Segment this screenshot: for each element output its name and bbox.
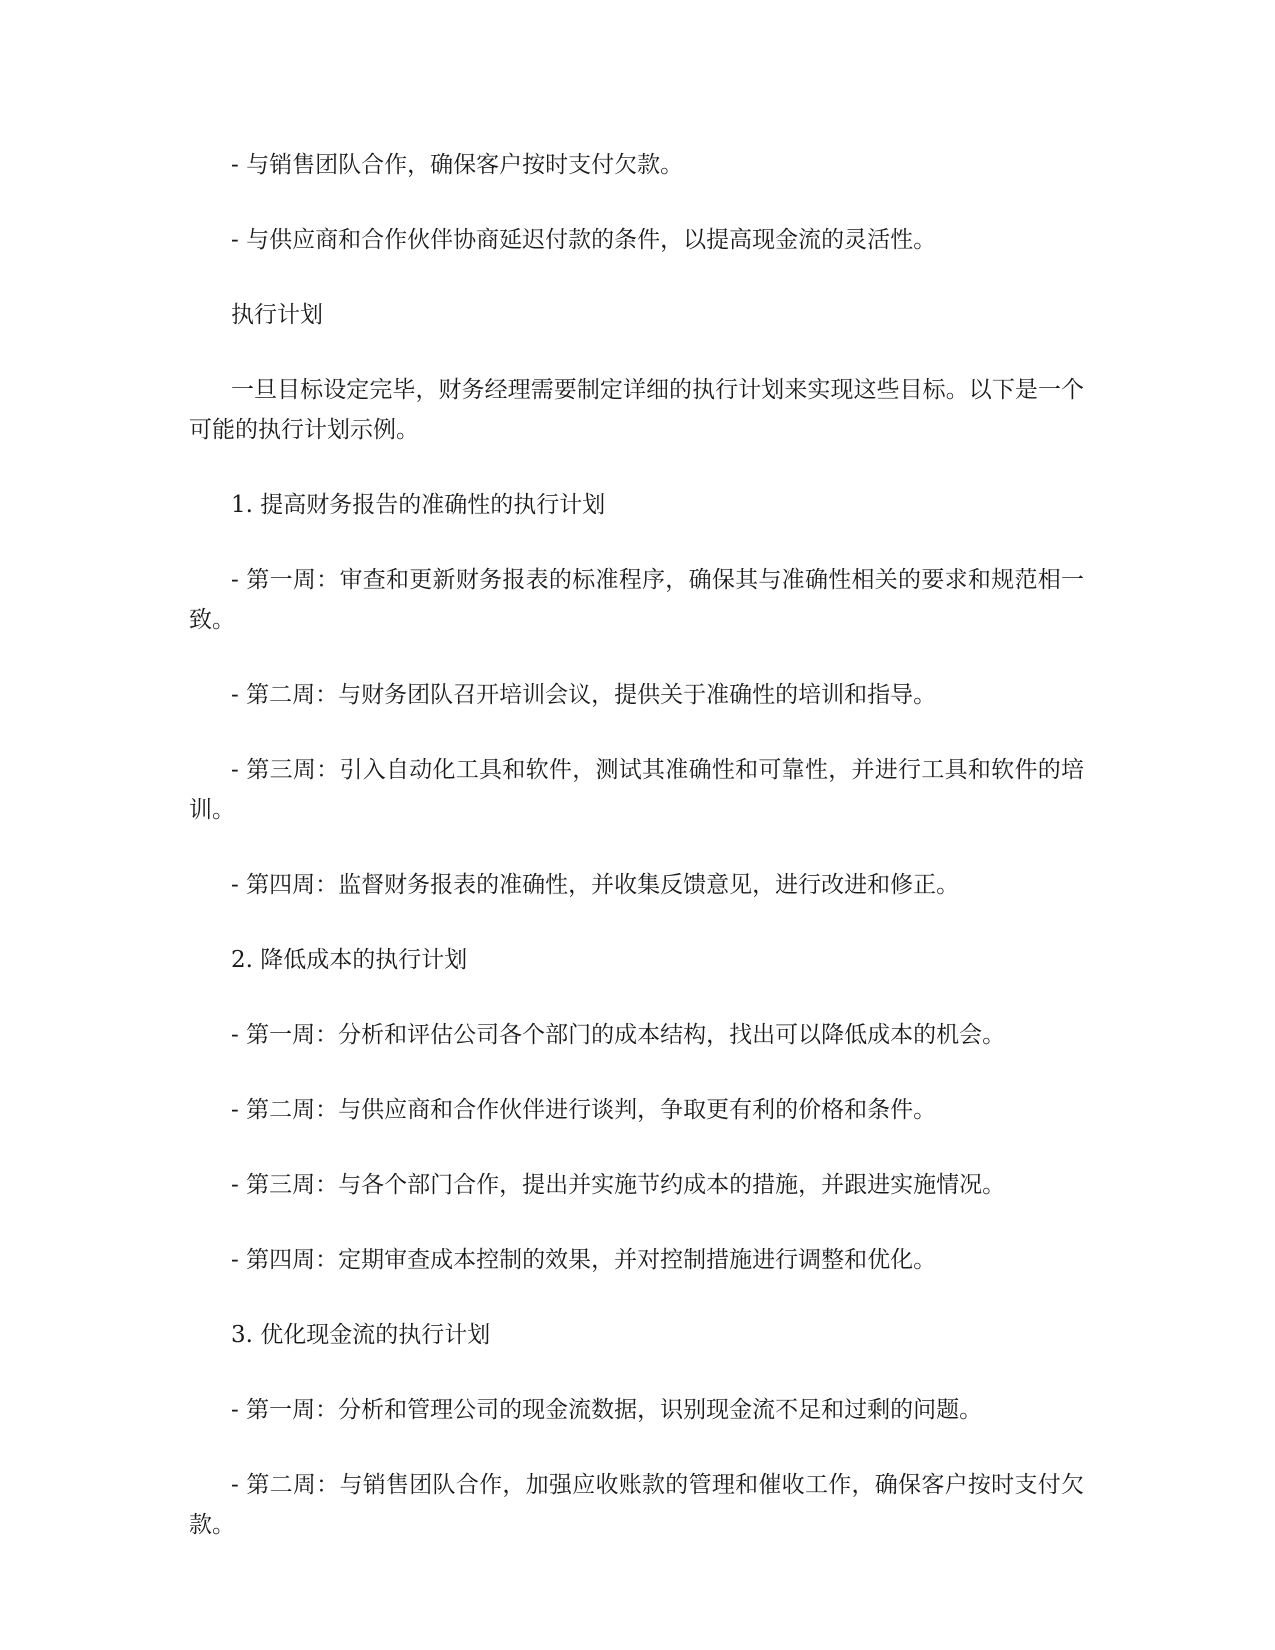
list-item-accuracy-week-2: - 第二周：与财务团队召开培训会议，提供关于准确性的培训和指导。	[231, 682, 937, 708]
list-item-cashflow-week-2: - 第二周：与销售团队合作，加强应收账款的管理和催收工作，确保客户按时支付欠款。	[189, 1472, 1084, 1538]
paragraph-negotiate-suppliers: - 与供应商和合作伙伴协商延迟付款的条件，以提高现金流的灵活性。	[231, 227, 937, 253]
section-heading-execution-plan: 执行计划	[231, 302, 323, 328]
list-item-cashflow-week-1: - 第一周：分析和管理公司的现金流数据，识别现金流不足和过剩的问题。	[231, 1397, 983, 1423]
list-item-accuracy-week-1: - 第一周：审查和更新财务报表的标准程序，确保其与准确性相关的要求和规范相一致。	[189, 567, 1084, 633]
list-item-accuracy-week-3: - 第三周：引入自动化工具和软件，测试其准确性和可靠性，并进行工具和软件的培训。	[189, 757, 1084, 823]
paragraph-execution-intro: 一旦目标设定完毕，财务经理需要制定详细的执行计划来实现这些目标。以下是一个可能的执行计划示例。	[189, 377, 1084, 443]
list-item-cost-week-3: - 第三周：与各个部门合作，提出并实施节约成本的措施，并跟进实施情况。	[231, 1172, 1006, 1198]
list-item-cost-week-1: - 第一周：分析和评估公司各个部门的成本结构，找出可以降低成本的机会。	[231, 1022, 1006, 1048]
subheading-cashflow-plan: 3. 优化现金流的执行计划	[231, 1322, 491, 1348]
list-item-cost-week-2: - 第二周：与供应商和合作伙伴进行谈判，争取更有利的价格和条件。	[231, 1097, 937, 1123]
list-item-accuracy-week-4: - 第四周：监督财务报表的准确性，并收集反馈意见，进行改进和修正。	[231, 872, 960, 898]
subheading-cost-plan: 2. 降低成本的执行计划	[231, 947, 468, 973]
paragraph-collaborate-sales: - 与销售团队合作，确保客户按时支付欠款。	[231, 152, 684, 178]
document-body	[189, 145, 1084, 1580]
list-item-cost-week-4: - 第四周：定期审查成本控制的效果，并对控制措施进行调整和优化。	[231, 1247, 937, 1273]
subheading-accuracy-plan: 1. 提高财务报告的准确性的执行计划	[231, 492, 606, 518]
